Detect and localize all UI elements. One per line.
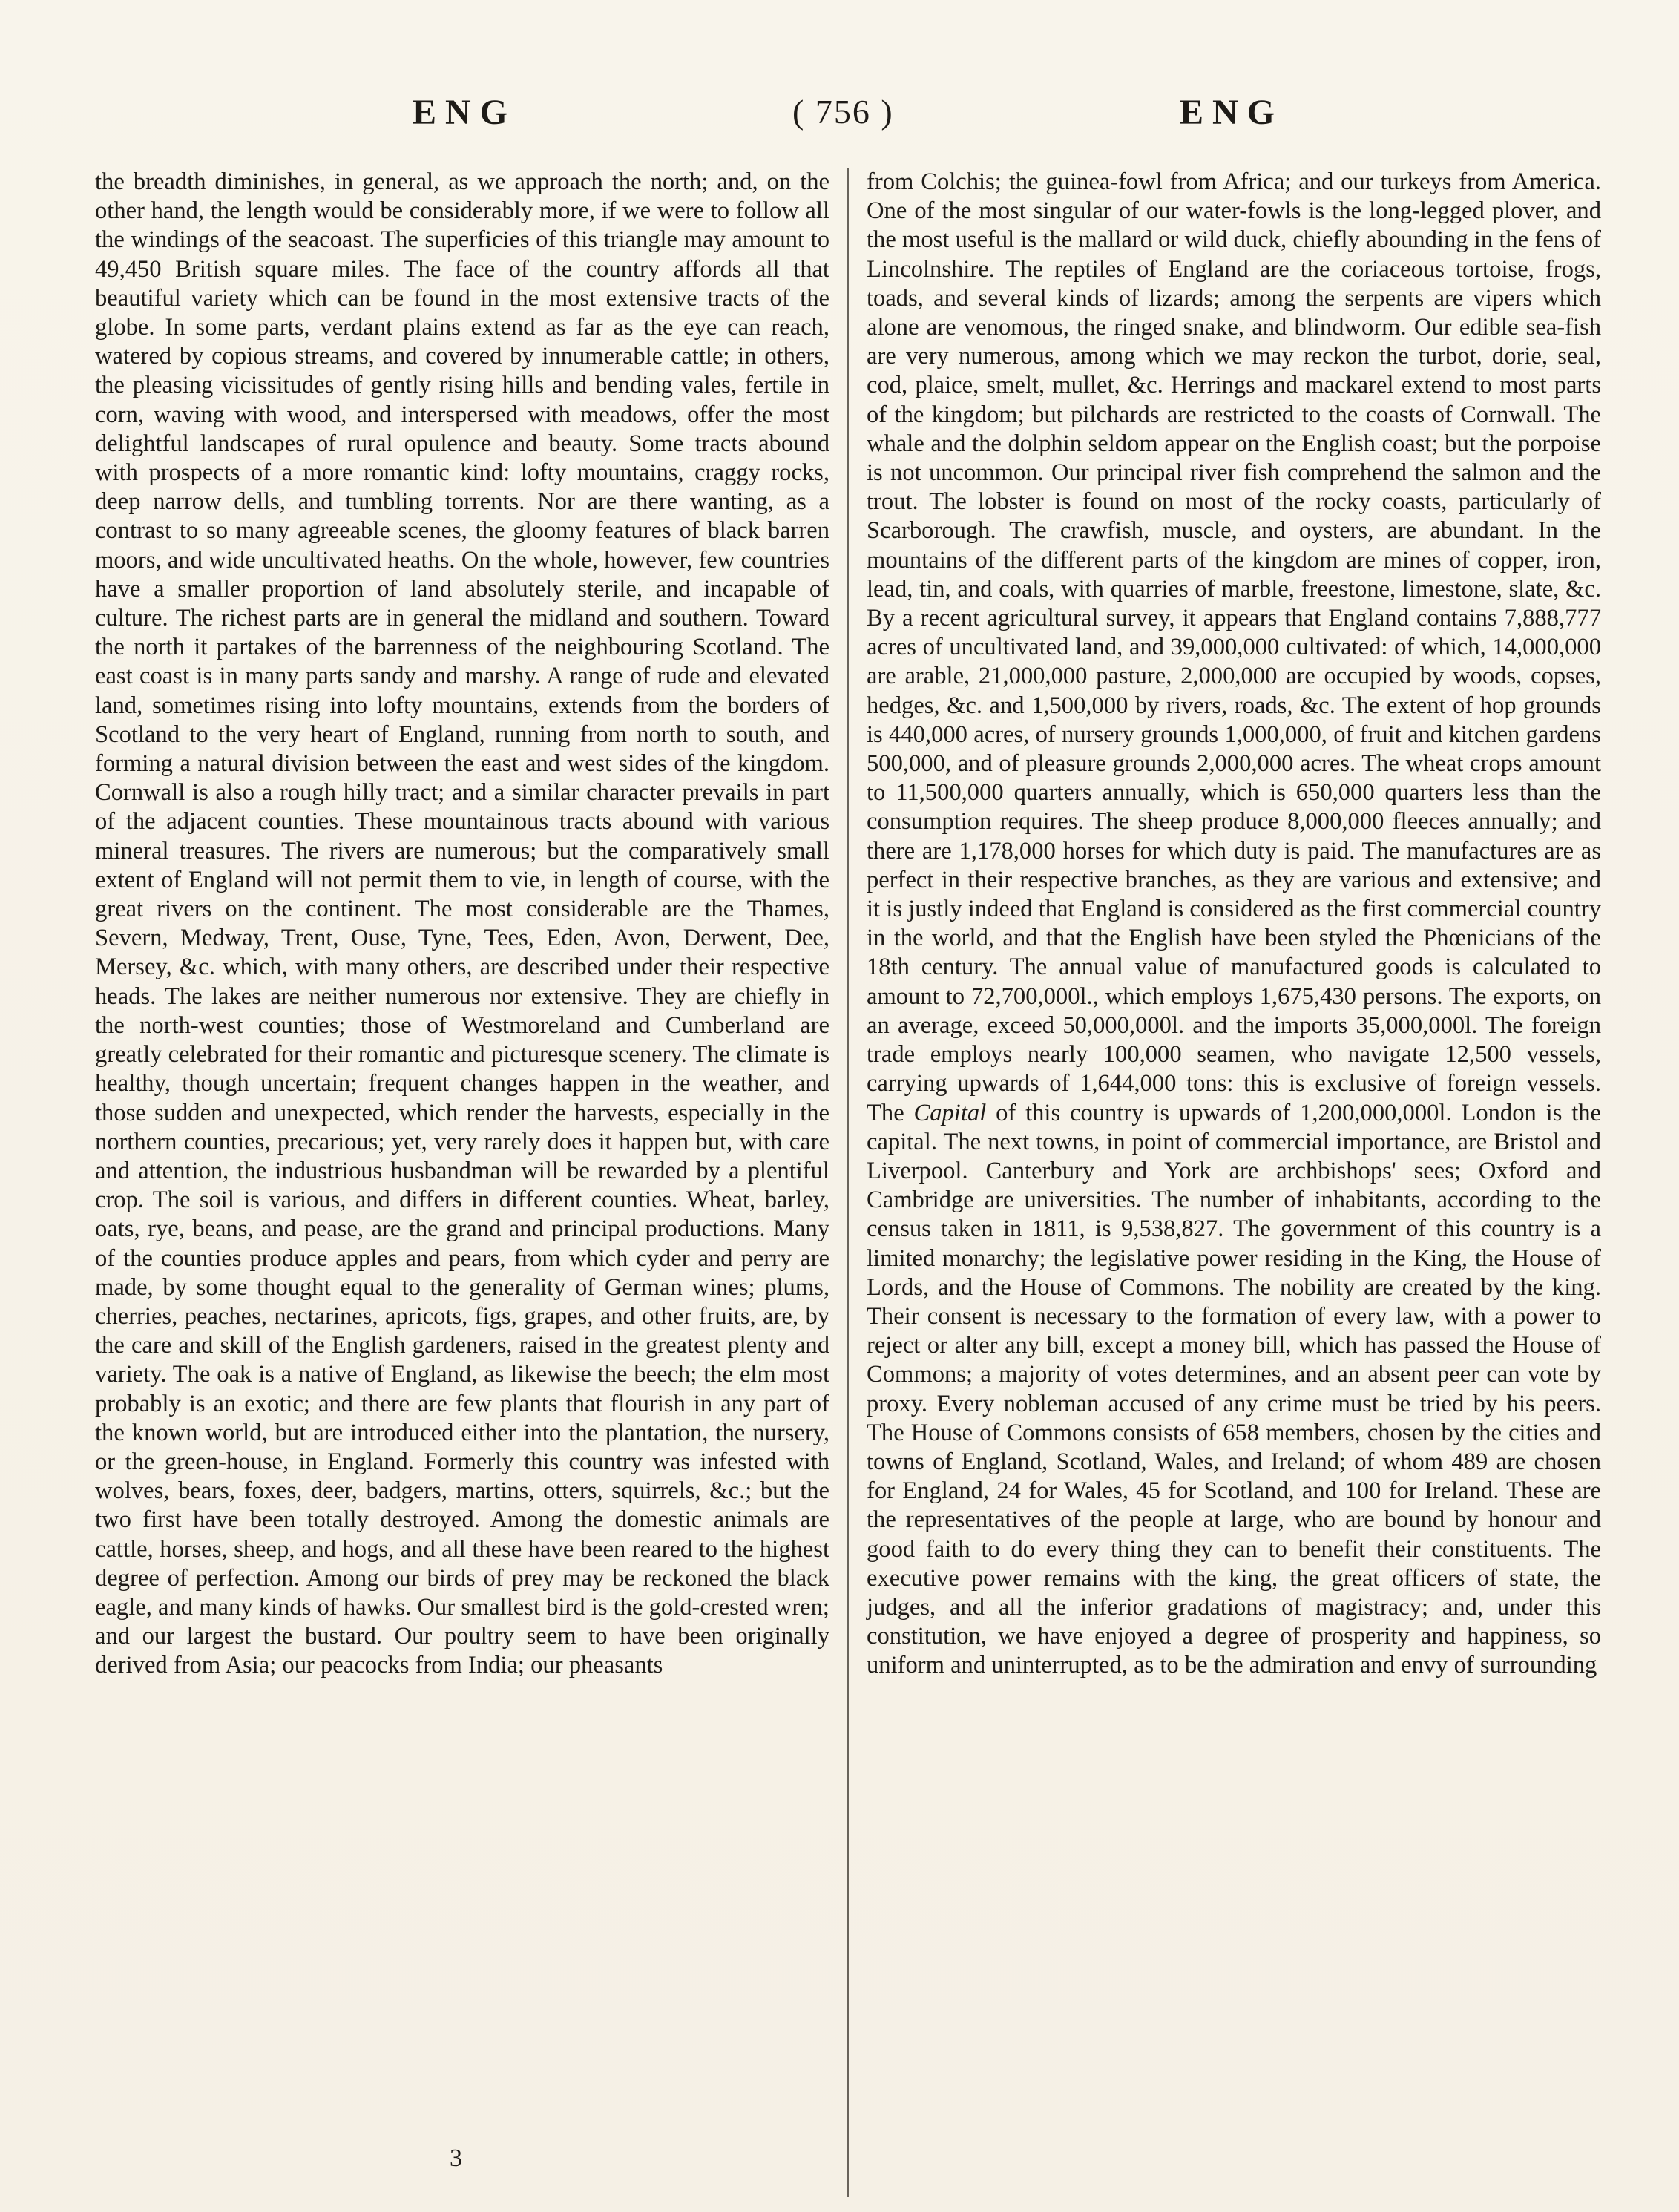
printer-signature-mark: 3 — [450, 2144, 462, 2172]
page-number: ( 756 ) — [792, 93, 894, 131]
italic-capital-word: Capital — [913, 1099, 987, 1126]
right-column-text-part-2: of this country is upwards of 1,200,000,000l. London is the capital. The next towns, in point of commercial importance, are Bristol and Liverpool. Canterbury and York are archbishops' sees; Oxford and Cambridge are universities. The number of inhabitants, according to the census taken in 1811, is 9,538,827. The government of this country is a limited monarchy; the legislative power residing in the King, the House of Lords, and the House of Commons. The nobility are created by the king. Their consent is necessary to the formation of every law, with a power to reject or alter any bill, except a money bill, which has passed the House of Commons; a majority of votes determines, and an absent peer can vote by proxy. Every nobleman accused of any crime must be tried by his peers. The House of Commons consists of 658 members, chosen by the cities and towns of England, Scotland, Wales, and Ireland; of whom 489 are chosen for England, 24 for Wales, 45 for Scotland, and 100 for Ireland. These are the representatives of the people at large, who are bound by honour and good faith to do every thing they can to benefit their constituents. The executive power remains with the king, the great officers of state, the judges, and all the inferior gradations of magistracy; and, under this constitution, we have enjoyed a degree of prosperity and happiness, so uniform and uninterrupted, as to be the admiration and envy of surrounding — [867, 1099, 1602, 1679]
column-divider — [847, 168, 849, 2197]
running-head-right: ENG — [1180, 93, 1284, 132]
right-column-text-part-1: from Colchis; the guinea-fowl from Africa; and our turkeys from America. One of the most singular of our water-fowls is the long-legged plover, and the most useful is the mallard or wild duck, chiefly abounding in the fens of Lincolnshire. The reptiles of England are the coriaceous tortoise, frogs, toads, and several kinds of lizards; among the serpents are vipers which alone are venomous, the ringed snake, and blindworm. Our edible sea-fish are very numerous, among which we may reckon the turbot, dorie, seal, cod, plaice, smelt, mullet, &c. Herrings and mackarel extend to most parts of the kingdom; but pilchards are restricted to the coasts of Cornwall. The whale and the dolphin seldom appear on the English coast; but the porpoise is not uncommon. Our principal river fish comprehend the salmon and the trout. The lobster is found on most of the rocky coasts, particularly of Scarborough. The crawfish, muscle, and oysters, are abundant. In the mountains of the different parts of the kingdom are mines of copper, iron, lead, tin, and coals, with quarries of marble, freestone, limestone, slate, &c. By a recent agricultural survey, it appears that England contains 7,888,777 acres of uncultivated land, and 39,000,000 cultivated: of which, 14,000,000 are arable, 21,000,000 pasture, 2,000,000 are occupied by woods, copses, hedges, &c. and 1,500,000 by rivers, roads, &c. The extent of hop grounds is 440,000 acres, of nursery grounds 1,000,000, of fruit and kitchen gardens 500,000, and of pleasure grounds 2,000,000 acres. The wheat crops amount to 11,500,000 quarters annually, which is 650,000 quarters less than the consumption requires. The sheep produce 8,000,000 fleeces annually; and there are 1,178,000 horses for which duty is paid. The manufactures are as perfect in their respective branches, as they are various and extensive; and it is justly indeed that England is considered as the first commercial country in the world, and that the English have been styled the Phœnicians of the 18th century. The annual value of manufactured goods is calculated to amount to 72,700,000l., which employs 1,675,430 persons. The exports, on an average, exceed 50,000,000l. and the imports 35,000,000l. The foreign trade employs nearly 100,000 seamen, who navigate 12,500 vessels, carrying upwards of 1,644,000 tons: this is exclusive of foreign vessels. The — [867, 168, 1601, 1126]
left-text-column — [95, 168, 829, 1681]
left-column-paragraph: the breadth diminishes, in general, as we approach the north; and, on the other hand, the length would be considerably more, if we were to follow all the windings of the seacoast. The superficies of this triangle may amount to 49,450 British square miles. The face of the country affords all that beautiful variety which can be found in the most extensive tracts of the globe. In some parts, verdant plains extend as far as the eye can reach, watered by copious streams, and covered by innumerable cattle; in others, the pleasing vicissitudes of gently rising hills and bending vales, fertile in corn, waving with wood, and interspersed with meadows, offer the most delightful landscapes of rural opulence and beauty. Some tracts abound with prospects of a more romantic kind: lofty mountains, craggy rocks, deep narrow dells, and tumbling torrents. Nor are there wanting, as a contrast to so many agreeable scenes, the gloomy features of black barren moors, and wide uncultivated heaths. On the whole, however, few countries have a smaller proportion of land absolutely sterile, and incapable of culture. The richest parts are in general the midland and southern. Toward the north it partakes of the barrenness of the neighbouring Scotland. The east coast is in many parts sandy and marshy. A range of rude and elevated land, sometimes rising into lofty mountains, extends from the borders of Scotland to the very heart of England, running from north to south, and forming a natural division between the east and west sides of the kingdom. Cornwall is also a rough hilly tract; and a similar character prevails in part of the adjacent counties. These mountainous tracts abound with various mineral treasures. The rivers are numerous; but the comparatively small extent of England will not permit them to vie, in length of course, with the great rivers on the continent. The most considerable are the Thames, Severn, Medway, Trent, Ouse, Tyne, Tees, Eden, Avon, Derwent, Dee, Mersey, &c. which, with many others, are described under their respective heads. The lakes are neither numerous nor extensive. They are chiefly in the north-west counties; those of Westmoreland and Cumberland are greatly celebrated for their romantic and picturesque scenery. The climate is healthy, though uncertain; frequent changes happen in the weather, and those sudden and unexpected, which render the harvests, especially in the northern counties, precarious; yet, very rarely does it happen but, with care and attention, the industrious husbandman will be rewarded by a plentiful crop. The soil is various, and differs in different counties. Wheat, barley, oats, rye, beans, and pease, are the grand and principal productions. Many of the counties produce apples and pears, from which cyder and perry are made, by some thought equal to the generality of German wines; plums, cherries, peaches, nectarines, apricots, figs, grapes, and other fruits, are, by the care and skill of the English gardeners, raised in the greatest plenty and variety. The oak is a native of England, as likewise the beech; the elm most probably is an exotic; and there are few plants that flourish in any part of the known world, but are introduced either into the plantation, the nursery, or the green-house, in England. Formerly this country was infested with wolves, bears, foxes, deer, badgers, martins, otters, squirrels, &c.; but the two first have been totally destroyed. Among the domestic animals are cattle, horses, sheep, and hogs, and all these have been reared to the highest degree of perfection. Among our birds of prey may be reckoned the black eagle, and many kinds of hawks. Our smallest bird is the gold-crested wren; and our largest the bustard. Our poultry seem to have been originally derived from Asia; our peacocks from India; our pheasants — [95, 168, 829, 1679]
running-head-left: ENG — [413, 93, 517, 132]
right-text-column — [867, 168, 1601, 1681]
right-column-paragraph — [867, 168, 1601, 1681]
